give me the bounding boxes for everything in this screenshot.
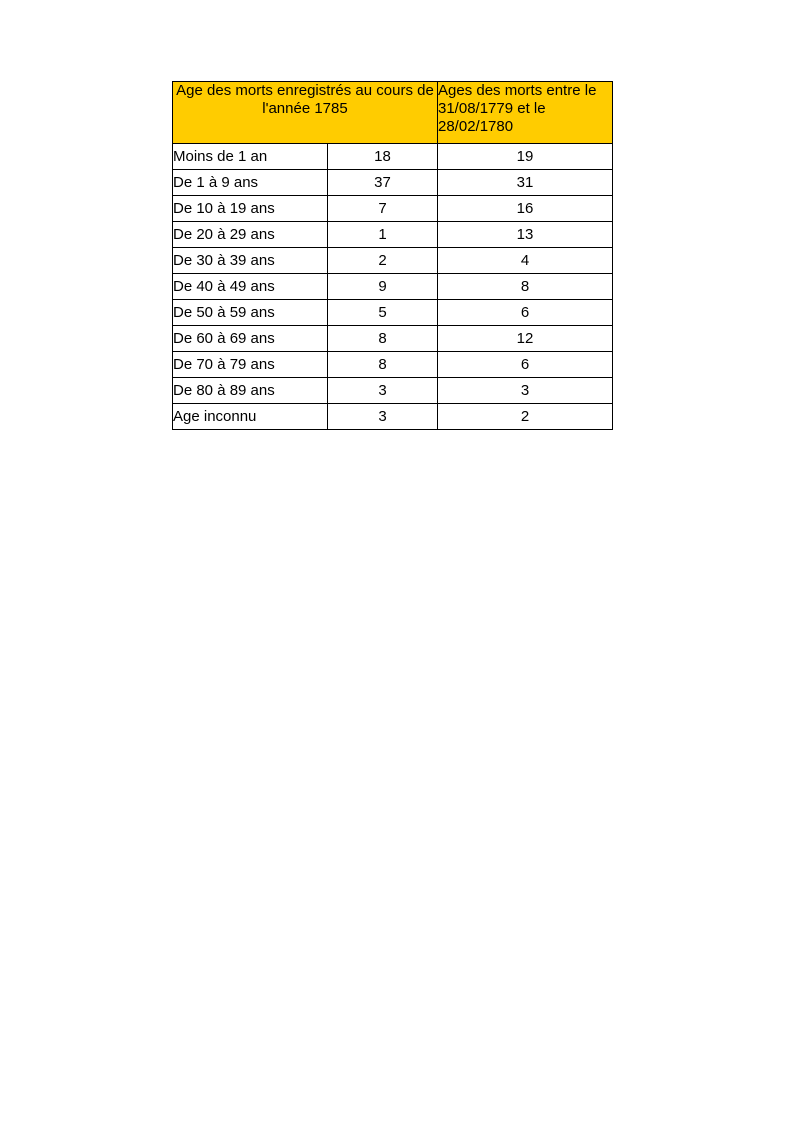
count-1779-1780: 6 [438,300,613,326]
table-row [173,352,613,378]
age-range-label: De 30 à 39 ans [173,248,328,274]
count-1785: 37 [328,170,438,196]
table-row [173,144,613,170]
table-row [173,248,613,274]
age-range-label: De 50 à 59 ans [173,300,328,326]
count-1785: 5 [328,300,438,326]
age-range-label: De 1 à 9 ans [173,170,328,196]
count-1779-1780: 4 [438,248,613,274]
table-row [173,170,613,196]
table-row [173,196,613,222]
count-1785: 1 [328,222,438,248]
header-deaths-1785: Age des morts enregistrés au cours de l'année 1785 [173,82,438,144]
count-1779-1780: 31 [438,170,613,196]
age-range-label: Moins de 1 an [173,144,328,170]
count-1785: 18 [328,144,438,170]
age-range-label: De 70 à 79 ans [173,352,328,378]
age-range-label: De 40 à 49 ans [173,274,328,300]
age-range-label: De 80 à 89 ans [173,378,328,404]
age-range-label: De 10 à 19 ans [173,196,328,222]
table-header-row [173,82,613,144]
table-body [173,144,613,430]
count-1785: 9 [328,274,438,300]
count-1785: 8 [328,352,438,378]
age-range-label: Age inconnu [173,404,328,430]
age-range-label: De 20 à 29 ans [173,222,328,248]
table-row [173,300,613,326]
count-1779-1780: 6 [438,352,613,378]
deaths-by-age-table [172,81,613,430]
table-row [173,404,613,430]
count-1779-1780: 3 [438,378,613,404]
header-deaths-1779-1780: Ages des morts entre le 31/08/1779 et le 28/02/1780 [438,82,613,144]
count-1779-1780: 16 [438,196,613,222]
count-1785: 3 [328,378,438,404]
table-row [173,378,613,404]
count-1779-1780: 2 [438,404,613,430]
table-row [173,222,613,248]
table-row [173,274,613,300]
count-1779-1780: 8 [438,274,613,300]
count-1779-1780: 19 [438,144,613,170]
count-1785: 2 [328,248,438,274]
count-1785: 7 [328,196,438,222]
count-1779-1780: 12 [438,326,613,352]
count-1779-1780: 13 [438,222,613,248]
count-1785: 3 [328,404,438,430]
table-row [173,326,613,352]
age-range-label: De 60 à 69 ans [173,326,328,352]
count-1785: 8 [328,326,438,352]
